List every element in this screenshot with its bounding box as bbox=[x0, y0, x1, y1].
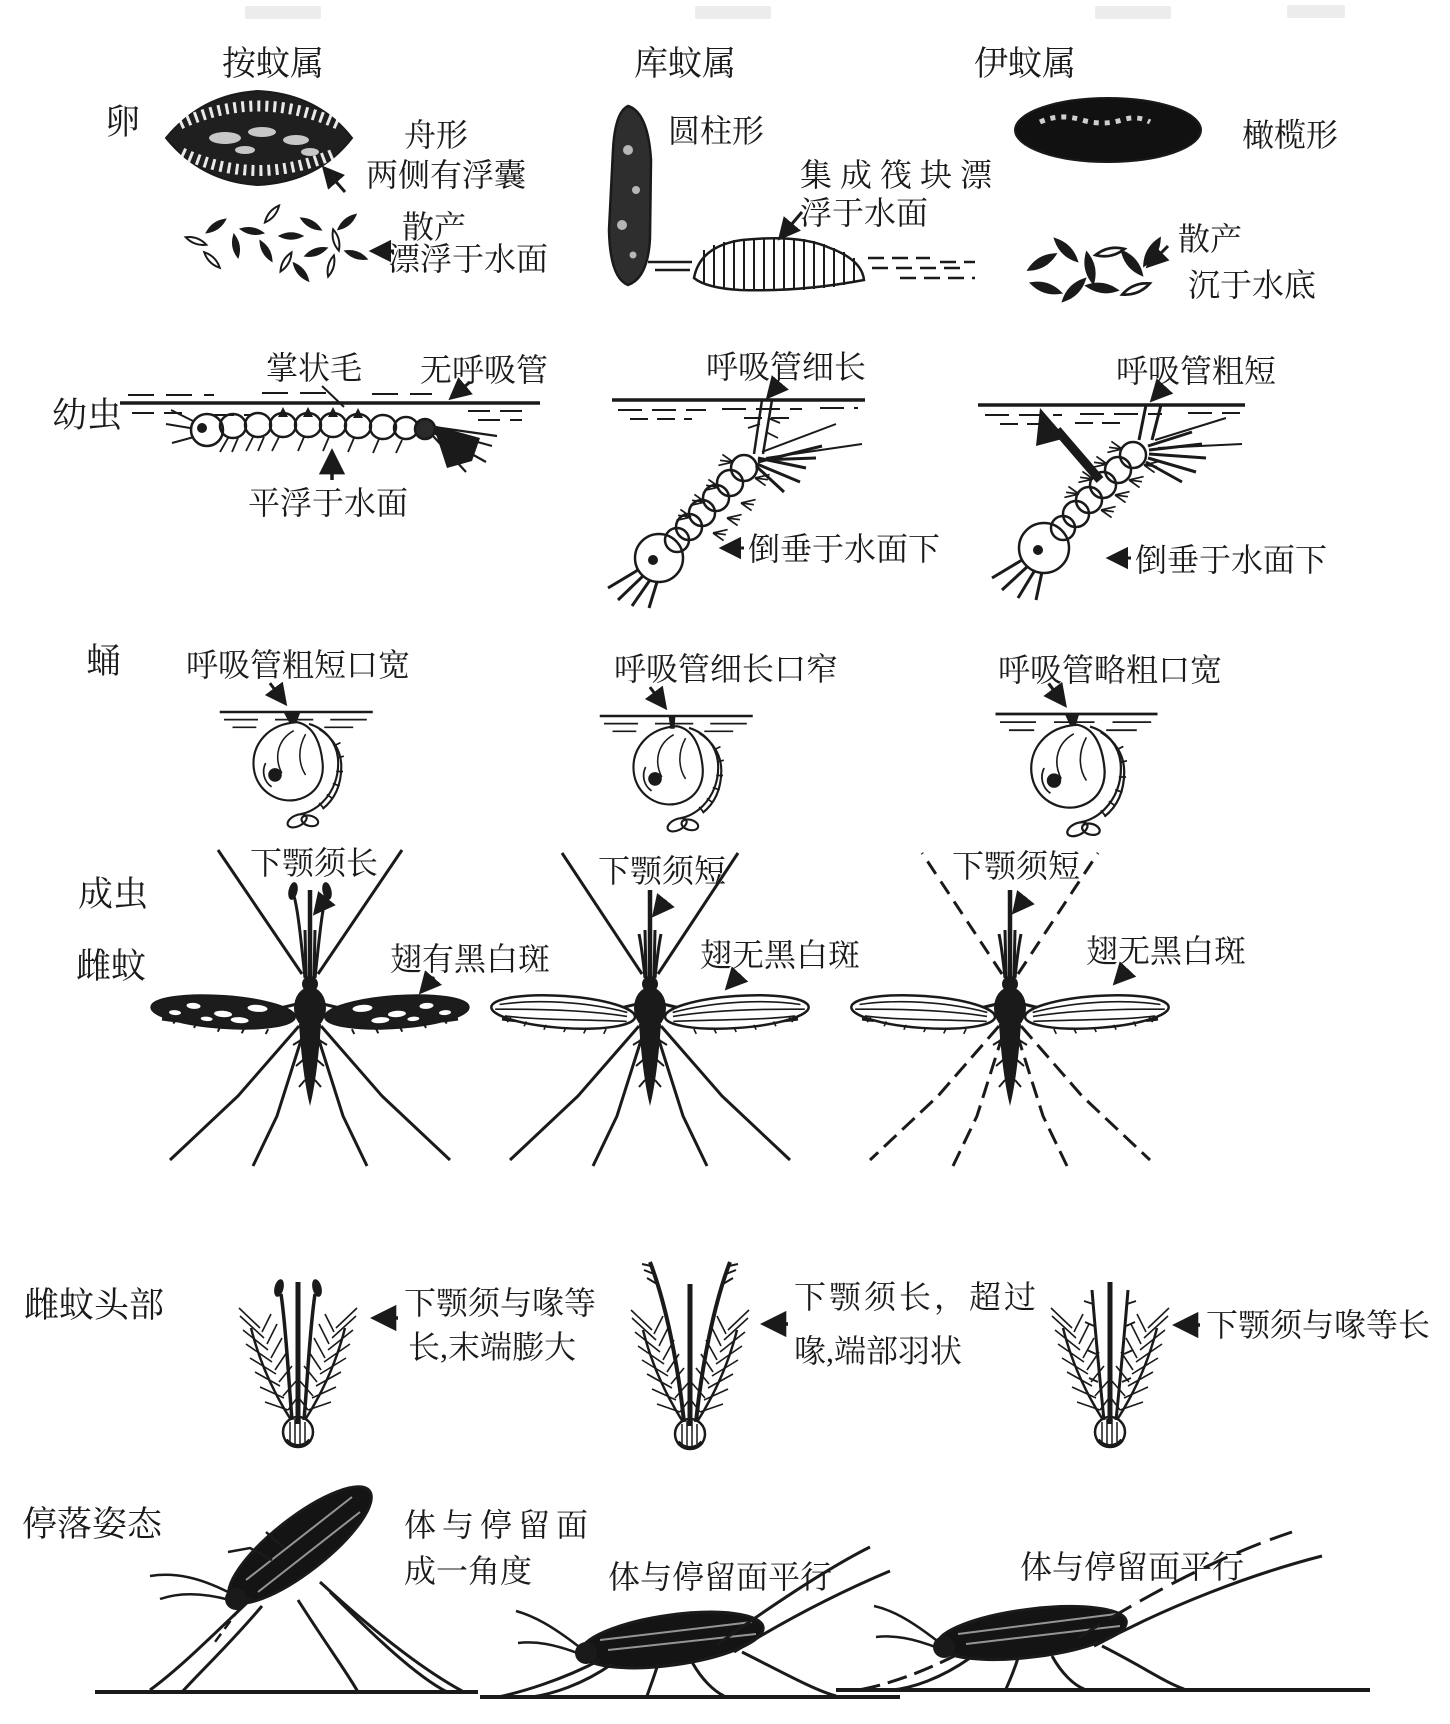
egg-culex-raft-label-line2: 浮于水面 bbox=[800, 195, 929, 231]
resting-culex-label: 体与停留面平行 bbox=[608, 1559, 833, 1595]
row-label-head: 雌蚊头部 bbox=[24, 1286, 165, 1325]
head-anopheles-label-line2: 长,末端膨大 bbox=[408, 1329, 577, 1365]
resting-aedes-label: 体与停留面平行 bbox=[1020, 1549, 1245, 1585]
row-label-larva: 幼虫 bbox=[52, 396, 123, 435]
larva-aedes-siphon-label: 呼吸管粗短 bbox=[1116, 353, 1277, 389]
larva-anopheles-siphon-label: 无呼吸管 bbox=[420, 352, 549, 388]
egg-aedes-sink-label: 沉于水底 bbox=[1188, 267, 1317, 303]
pupa-anopheles-figure bbox=[220, 683, 373, 830]
genus-header-culex: 库蚊属 bbox=[634, 46, 736, 83]
genus-header-aedes: 伊蚊属 bbox=[974, 46, 1076, 83]
genus-header-anopheles: 按蚊属 bbox=[222, 46, 324, 83]
pupa-aedes-figure bbox=[996, 683, 1158, 839]
egg-aedes-scatter-figure bbox=[1027, 237, 1168, 303]
ghost-marks bbox=[245, 5, 1345, 19]
row-label-resting: 停落姿态 bbox=[22, 1505, 163, 1544]
pupa-culex-label: 呼吸管细长口窄 bbox=[614, 651, 839, 687]
head-culex-label-line1: 下颚须长，超过 bbox=[794, 1279, 1040, 1315]
egg-anopheles-surface-label: 漂浮于水面 bbox=[388, 241, 549, 277]
head-culex-figure bbox=[631, 1262, 788, 1449]
larva-culex-figure bbox=[608, 384, 865, 608]
pupa-anopheles-label: 呼吸管粗短口宽 bbox=[186, 647, 411, 683]
larva-aedes-posture-label: 倒垂于水面下 bbox=[1135, 542, 1328, 578]
egg-anopheles-scatter-label: 散产 bbox=[402, 209, 467, 245]
row-label-adult-line2: 雌蚊 bbox=[76, 947, 147, 986]
pupa-aedes-label: 呼吸管略粗口宽 bbox=[998, 652, 1223, 688]
adult-culex-figure bbox=[490, 853, 810, 1166]
egg-anopheles-figure bbox=[166, 91, 352, 192]
adult-aedes-figure bbox=[850, 853, 1170, 1166]
row-label-pupa: 蛹 bbox=[86, 642, 122, 681]
larva-culex-siphon-label: 呼吸管细长 bbox=[706, 349, 867, 385]
resting-anopheles-label-line1: 体与停留面 bbox=[404, 1507, 595, 1543]
larva-anopheles-posture-label: 平浮于水面 bbox=[248, 485, 409, 521]
head-culex-label-line2: 喙,端部羽状 bbox=[794, 1333, 963, 1369]
row-label-egg: 卵 bbox=[105, 103, 141, 142]
head-anopheles-figure bbox=[239, 1278, 398, 1447]
egg-anopheles-scatter-figure bbox=[185, 204, 394, 282]
adult-anopheles-palps-label: 下颚须长 bbox=[250, 845, 379, 881]
head-aedes-label: 下颚须与喙等长 bbox=[1206, 1307, 1431, 1343]
head-anopheles-label-line1: 下颚须与喙等 bbox=[404, 1285, 597, 1321]
larva-culex-posture-label: 倒垂于水面下 bbox=[748, 531, 941, 567]
egg-aedes-scatter-label: 散产 bbox=[1178, 221, 1243, 257]
head-aedes-figure bbox=[1051, 1282, 1200, 1447]
row-label-adult-line1: 成虫 bbox=[78, 875, 149, 914]
adult-anopheles-figure bbox=[150, 850, 470, 1166]
egg-anopheles-shape-label: 舟形 bbox=[404, 117, 469, 153]
egg-culex-raft-label-line1: 集成筏块漂 bbox=[800, 157, 1001, 193]
pupa-culex-figure bbox=[600, 687, 753, 834]
larva-anopheles-palmate-label: 掌状毛 bbox=[266, 350, 363, 386]
adult-culex-wings-label: 翅无黑白斑 bbox=[700, 937, 861, 973]
egg-culex-figure bbox=[609, 106, 651, 285]
egg-culex-shape-label: 圆柱形 bbox=[668, 113, 765, 149]
adult-aedes-wings-label: 翅无黑白斑 bbox=[1086, 933, 1247, 969]
resting-anopheles-label-line2: 成一角度 bbox=[404, 1553, 533, 1589]
larva-anopheles-figure bbox=[120, 382, 540, 480]
adult-culex-palps-label: 下颚须短 bbox=[598, 853, 727, 889]
egg-anopheles-sides-label: 两侧有浮囊 bbox=[366, 157, 527, 193]
adult-anopheles-wings-label: 翅有黑白斑 bbox=[390, 941, 551, 977]
adult-aedes-palps-label: 下颚须短 bbox=[952, 848, 1081, 884]
egg-aedes-shape-label: 橄榄形 bbox=[1242, 117, 1339, 153]
egg-aedes-figure bbox=[1015, 98, 1201, 162]
